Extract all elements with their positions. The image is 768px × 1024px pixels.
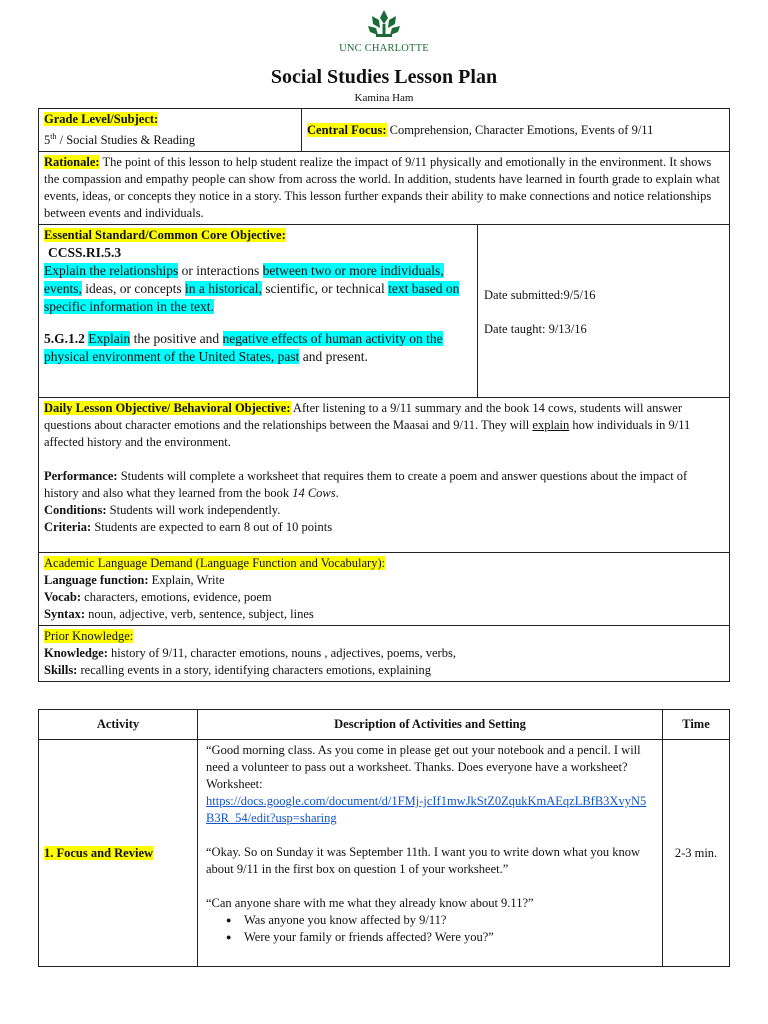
list-item: ● Were your family or friends affected? Were you?” <box>230 929 654 946</box>
prior-heading: Prior Knowledge: <box>44 629 134 644</box>
criteria-text: Criteria: Students are expected to earn 8 out of 10 points <box>44 520 333 535</box>
logo-text: UNC CHARLOTTE <box>339 43 429 54</box>
activity-name: 1. Focus and Review <box>44 845 154 860</box>
prior-skills-text: Skills: recalling events in a story, identifying characters emotions, explaining <box>44 663 431 678</box>
prior-knowledge-cell <box>39 626 730 682</box>
language-heading: Academic Language Demand (Language Function and Vocabulary): <box>44 556 386 571</box>
dates-cell <box>478 225 730 397</box>
standard-text-1: Explain the relationships or interactions between two or more individuals, events, ideas, or concepts in a historical, scientific, or technical text based on specific information in the text. <box>44 263 460 315</box>
standard-row <box>39 225 730 398</box>
unc-charlotte-logo <box>333 8 435 54</box>
standard-text-2: 5.G.1.2 Explain the positive and negative effects of human activity on the physical environment of the United States, past and present. <box>44 331 443 365</box>
activity-cell <box>39 740 198 967</box>
standard-code-1: CCSS.RI.5.3 <box>48 245 122 261</box>
objective-text: After listening to a 9/11 summary and the book 14 cows, students will answer questions about character emotions and the relationships between the Maasai and 9/11. They will explain how individuals in 9/11 affected history and the environment. <box>44 401 691 450</box>
rationale-label: Rationale: <box>44 155 100 170</box>
performance-text: Performance: Students will complete a worksheet that requires them to create a poem and answer questions about the impact of history and also what they learned from the book 14 Cows. <box>44 469 688 501</box>
lesson-info-table <box>38 108 730 682</box>
objective-label: Daily Lesson Objective/ Behavioral Objective: <box>44 401 291 416</box>
conditions-text: Conditions: Students will work independently. <box>44 503 281 518</box>
rationale-cell <box>39 152 730 225</box>
list-item: ● Was anyone you know affected by 9/11? <box>230 912 654 929</box>
grade-cell <box>39 109 302 152</box>
question-list <box>206 912 654 946</box>
date-submitted: Date submitted:9/5/16 <box>484 288 596 303</box>
worksheet-label: Worksheet: <box>206 777 263 791</box>
description-prompt: “Okay. So on Sunday it was September 11th. I want you to write down what you know about 9/11 in the first box on question 1 of your worksheet.” <box>206 845 641 876</box>
activity-header-row <box>39 710 730 740</box>
table-row <box>39 740 730 967</box>
rationale-text: The point of this lesson to help student realize the impact of 9/11 physically and emotionally in the environment. It shows the compassion and empathy people can show from across the world. In addition, students have learned in fourth grade to explain what events, ideas, or concepts they notice in a story. This lesson further expands their ability to make connections and notice relationships between events and individuals. <box>44 155 720 221</box>
central-focus-cell <box>302 109 730 152</box>
activity-header: Activity <box>39 710 198 740</box>
language-vocab: Vocab: characters, emotions, evidence, poem <box>44 590 272 605</box>
activity-table <box>38 709 730 967</box>
description-header: Description of Activities and Setting <box>198 710 663 740</box>
author-name: Kamina Ham <box>354 92 414 104</box>
grade-label: Grade Level/Subject: <box>44 112 159 126</box>
time-header: Time <box>663 710 730 740</box>
central-focus-label: Central Focus: <box>307 122 387 137</box>
description-question: “Can anyone share with me what they already know about 9.11?” <box>206 896 534 910</box>
objective-cell <box>39 398 730 553</box>
central-focus-value: Comprehension, Character Emotions, Events of 9/11 <box>386 122 654 137</box>
worksheet-link[interactable]: https://docs.google.com/document/d/1FMj-jcIf1mwJkStZ0ZqukKmAEqzLBfB3XvyN5B3R_54/edit?usp=sharing <box>206 794 647 825</box>
time-cell: 2-3 min. <box>663 740 730 967</box>
crown-leaf-icon <box>364 8 404 42</box>
page-title: Social Studies Lesson Plan <box>270 66 498 88</box>
grade-value: 5th / Social Studies & Reading <box>44 132 196 148</box>
language-function: Language function: Explain, Write <box>44 573 225 588</box>
date-taught: Date taught: 9/13/16 <box>484 322 587 337</box>
standard-cell <box>39 225 478 397</box>
standard-label: Essential Standard/Common Core Objective: <box>44 228 286 243</box>
prior-knowledge-text: Knowledge: history of 9/11, character emotions, nouns , adjectives, poems, verbs, <box>44 646 456 661</box>
language-syntax: Syntax: noun, adjective, verb, sentence, subject, lines <box>44 607 314 622</box>
description-intro: “Good morning class. As you come in please get out your notebook and a pencil. I will need a volunteer to pass out a worksheet. Thanks. Does everyone have a worksheet? <box>206 743 641 774</box>
description-cell <box>198 740 663 967</box>
language-cell <box>39 553 730 626</box>
